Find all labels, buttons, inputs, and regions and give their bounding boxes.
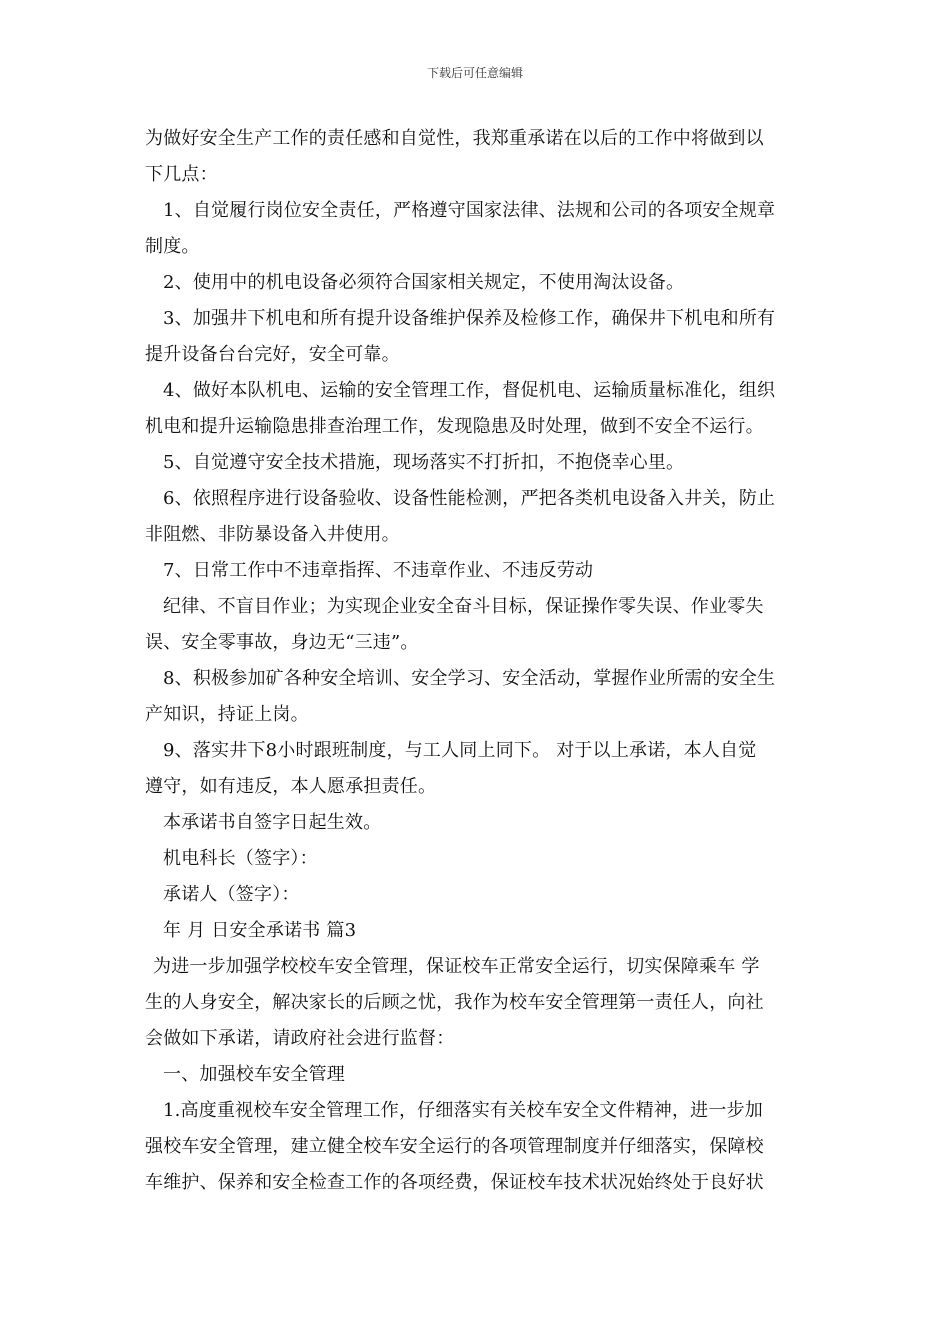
text-line: 制度。 (145, 236, 200, 257)
text-line: 强校车安全管理，建立健全校车安全运行的各项管理制度并仔细落实，保障校 (145, 1136, 764, 1157)
text-line: 2、使用中的机电设备必须符合国家相关规定，不使用淘汰设备。 (163, 272, 685, 293)
text-line: 会做如下承诺，请政府社会进行监督： (145, 1028, 455, 1049)
text-line: 产知识，持证上岗。 (145, 704, 309, 725)
text-line: 为进一步加强学校校车安全管理，保证校车正常安全运行，切实保障乘车 学 (153, 956, 760, 977)
text-line: 下几点： (145, 164, 218, 185)
text-line: 5、自觉遵守安全技术措施，现场落实不打折扣，不抱侥幸心里。 (163, 452, 685, 473)
text-line: 承诺人（签字）： (163, 884, 300, 905)
text-line: 非阻燃、非防暴设备入井使用。 (145, 524, 400, 545)
text-line: 1、自觉履行岗位安全责任，严格遵守国家法律、法规和公司的各项安全规章 (163, 200, 776, 221)
text-line: 6、依照程序进行设备验收、设备性能检测，严把各类机电设备入井关，防止 (163, 488, 776, 509)
document-body (145, 121, 810, 1201)
text-line: 生的人身安全，解决家长的后顾之忧，我作为校车安全管理第一责任人，向社 (145, 992, 764, 1013)
text-line: 车维护、保养和安全检查工作的各项经费，保证校车技术状况始终处于良好状 (145, 1172, 764, 1193)
text-line: 为做好安全生产工作的责任感和自觉性，我郑重承诺在以后的工作中将做到以 (145, 128, 764, 149)
text-line: 遵守，如有违反，本人愿承担责任。 (145, 776, 437, 797)
text-line: 机电科长（签字）： (163, 848, 318, 869)
text-line: 误、安全零事故，身边无“三违”。 (145, 632, 419, 653)
text-line: 年 月 日安全承诺书 篇3 (163, 920, 357, 941)
page-header: 下载后可任意编辑 (426, 66, 523, 80)
text-line: 一、加强校车安全管理 (163, 1064, 345, 1085)
text-line: 机电和提升运输隐患排查治理工作，发现隐患及时处理，做到不安全不运行。 (145, 416, 764, 437)
text-line: 4、做好本队机电、运输的安全管理工作，督促机电、运输质量标准化，组织 (163, 380, 776, 401)
text-line: 3、加强井下机电和所有提升设备维护保养及检修工作，确保井下机电和所有 (163, 308, 776, 329)
text-line: 1.高度重视校车安全管理工作，仔细落实有关校车安全文件精神，进一步加 (163, 1100, 763, 1121)
text-line: 提升设备台台完好，安全可靠。 (145, 344, 400, 365)
text-line: 本承诺书自签字日起生效。 (163, 812, 382, 833)
text-line: 9、落实井下8小时跟班制度，与工人同上同下。 对于以上承诺，本人自觉 (163, 740, 757, 761)
text-line: 7、日常工作中不违章指挥、不违章作业、不违反劳动 (163, 560, 594, 581)
text-line: 纪律、不盲目作业；为实现企业安全奋斗目标，保证操作零失误、作业零失 (163, 596, 764, 617)
text-line: 8、积极参加矿各种安全培训、安全学习、安全活动，掌握作业所需的安全生 (163, 668, 776, 689)
